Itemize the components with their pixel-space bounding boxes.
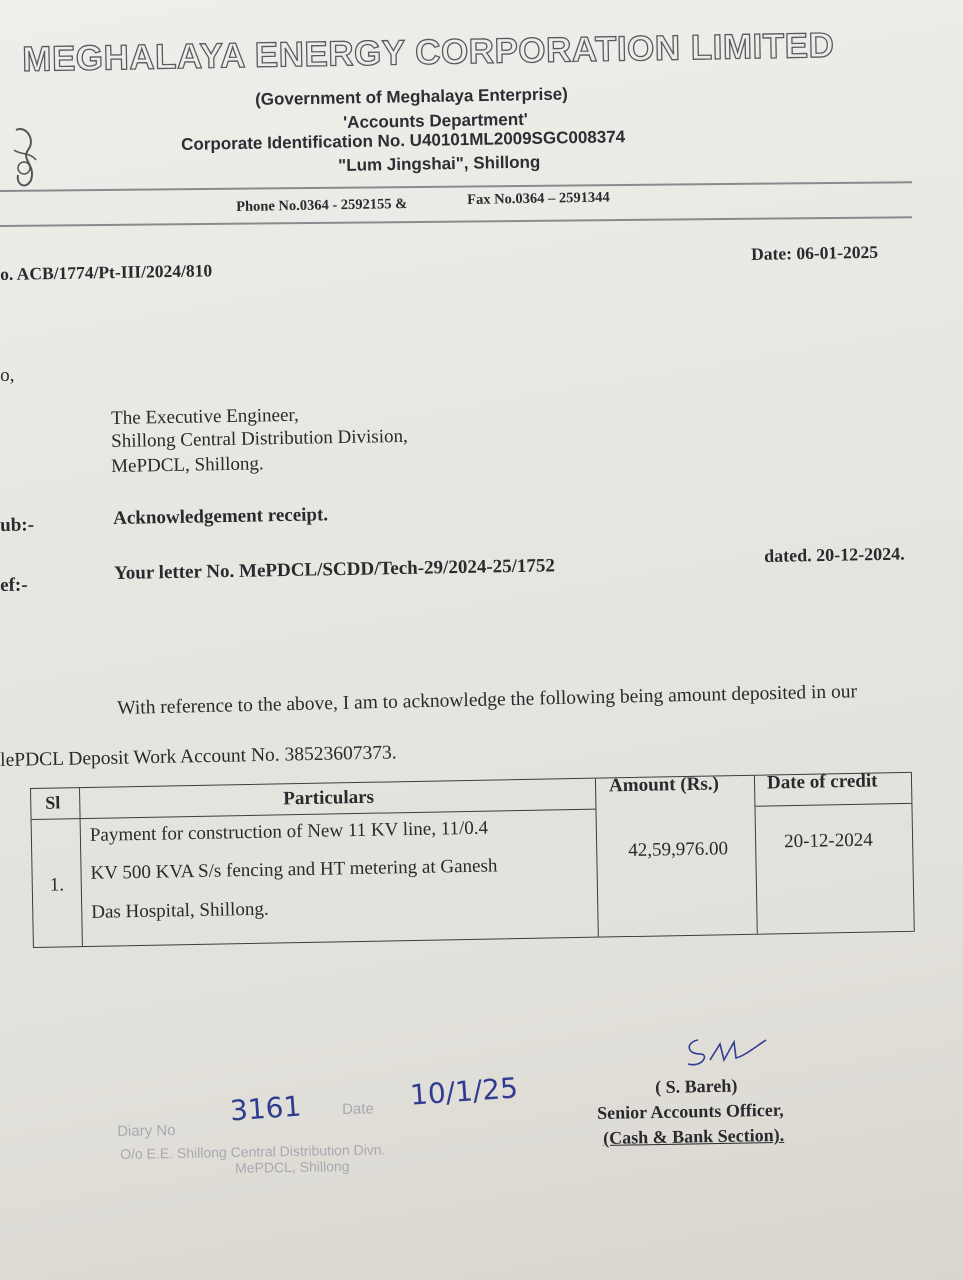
address-line: "Lum Jingshai", Shillong (338, 152, 541, 175)
signatory-name: ( S. Bareh) (655, 1075, 738, 1097)
stamp-date-label: Date (342, 1100, 374, 1118)
stamp-diary-number: 3161 (228, 1089, 303, 1128)
row-particulars-line-1: Payment for construction of New 11 KV line, 11/0.4 (89, 817, 489, 846)
table-header-rule (754, 803, 911, 807)
reference-text: Your letter No. MePDCL/SCDD/Tech-29/2024-25/1752 (114, 555, 556, 584)
row-date-credit: 20-12-2024 (783, 829, 873, 853)
signatory-section: (Cash & Bank Section). (603, 1124, 785, 1148)
enterprise-line: (Government of Meghalaya Enterprise) (255, 84, 568, 109)
subject-text: Acknowledgement receipt. (113, 504, 329, 529)
table-col-divider (754, 776, 758, 934)
body-line-1: With reference to the above, I am to acknowledge the following being amount deposited in our (117, 681, 858, 719)
reference-dated: dated. 20-12-2024. (764, 543, 905, 566)
signatory-designation: Senior Accounts Officer, (597, 1099, 784, 1123)
table-header-rule (32, 809, 596, 820)
cin-line: Corporate Identification No. U40101ML2009SGC008374 (181, 127, 626, 154)
recipient-line-1: The Executive Engineer, (111, 404, 299, 429)
stamp-office-line-2: MePDCL, Shillong (235, 1158, 350, 1176)
recipient-line-3: MePDCL, Shillong. (111, 453, 264, 477)
row-particulars-line-3: Das Hospital, Shillong. (91, 898, 269, 923)
stamp-office-line-1: O/o E.E. Shillong Central Distribution Divn. (120, 1141, 386, 1162)
header-rule-top (0, 181, 912, 191)
row-sl: 1. (49, 874, 65, 896)
letter-date: Date: 06-01-2025 (751, 241, 879, 264)
header-rule-bottom (0, 216, 912, 226)
fax-number: Fax No.0364 – 2591344 (467, 189, 610, 208)
header-amount: Amount (Rs.) (608, 773, 720, 797)
header-particulars: Particulars (283, 786, 375, 810)
header-date-credit: Date of credit (766, 770, 878, 794)
signature-mark (680, 1030, 770, 1075)
header-sl: Sl (45, 792, 61, 813)
stamp-diary-label: Diary No (117, 1121, 176, 1140)
phone-number: Phone No.0364 - 2592155 & (236, 196, 408, 215)
emblem-icon (6, 120, 46, 200)
company-name: MEGHALAYA ENERGY CORPORATION LIMITED (22, 25, 835, 79)
reference-number: o. ACB/1774/Pt-III/2024/810 (0, 260, 213, 284)
recipient-line-2: Shillong Central Distribution Division, (111, 425, 408, 452)
subject-label: ub:- (0, 514, 35, 536)
body-line-2: lePDCL Deposit Work Account No. 38523607373. (0, 742, 397, 771)
row-particulars-line-2: KV 500 KVA S/s fencing and HT metering at Ganesh (90, 855, 498, 884)
reference-label: ef:- (0, 574, 28, 596)
table-col-divider (79, 788, 83, 946)
stamp-date-value: 10/1/25 (408, 1071, 519, 1112)
to-label: o, (0, 364, 15, 386)
deposit-table (30, 772, 915, 948)
row-amount: 42,59,976.00 (628, 838, 729, 862)
department-line: 'Accounts Department' (343, 109, 529, 132)
table-col-divider (595, 779, 599, 937)
